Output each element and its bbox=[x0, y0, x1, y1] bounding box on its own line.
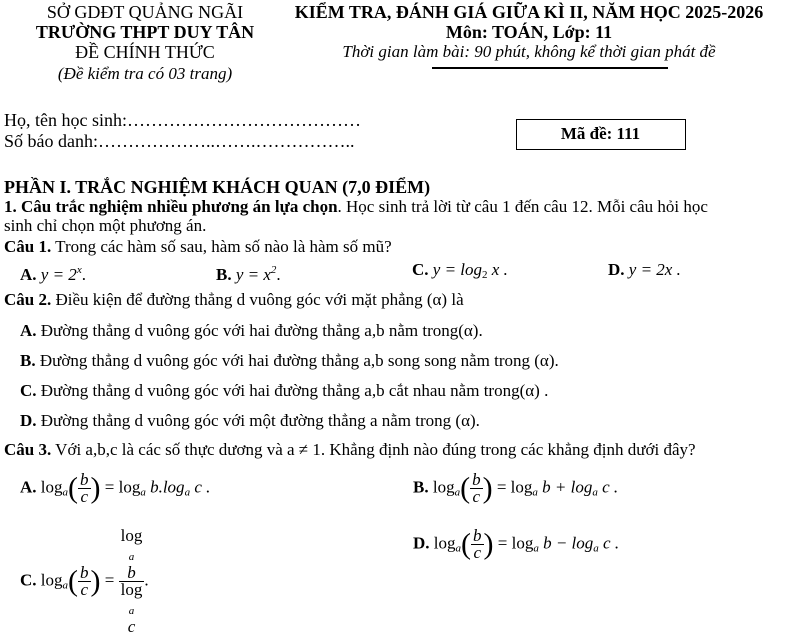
exam-code-box bbox=[516, 119, 686, 150]
q1-option-a[interactable]: A. $y = 2^x$. bbox=[20, 264, 86, 284]
exam-title: KIỂM TRA, ĐÁNH GIÁ GIỮA KÌ II, NĂM HỌC 2025-2026 bbox=[294, 2, 764, 22]
q3-option-a[interactable]: A. $\log_a$( $\frac{b}{c}$ ) = $\log_a b.\log_a$ c . bbox=[20, 470, 211, 506]
page-count: (Đề kiểm tra có 03 trang) bbox=[57, 64, 233, 83]
q3-option-b[interactable]: B. $\log_a$( $\frac{b}{c}$ ) = $\log_a b + \log_a c$ . bbox=[413, 470, 619, 506]
section-text: . Học sinh trả lời từ câu 1 đến câu 12. Mỗi câu hỏi học bbox=[337, 197, 708, 216]
q2-text: Điều kiện để đường thẳng d vuông góc với mặt phẳng (α) là bbox=[51, 290, 464, 309]
exam-code: Mã đề: 111 bbox=[560, 124, 641, 143]
question-3 bbox=[4, 440, 696, 460]
q3-label: Câu 3. bbox=[4, 440, 52, 459]
q2-option-c[interactable]: C. Đường thẳng d vuông góc với hai đường thẳng a,b cắt nhau nằm trong(α) . bbox=[20, 381, 549, 400]
q2-option-d[interactable]: D. Đường thẳng d vuông góc với một đường thẳng a nằm trong (α). bbox=[20, 411, 480, 430]
question-1 bbox=[4, 237, 392, 257]
department: SỞ GDĐT QUẢNG NGÃI bbox=[46, 2, 244, 22]
section-instruction bbox=[4, 197, 708, 217]
q3-option-d[interactable]: D. $\log_a$( $\frac{b}{c}$ ) = $\log_a b - \log_a c$ . bbox=[413, 526, 620, 562]
student-id-field[interactable]: Số báo danh:………………..…….…………….. bbox=[4, 131, 355, 151]
section-title: 1. Câu trắc nghiệm nhiều phương án lựa chọn bbox=[4, 197, 338, 216]
q1-option-b[interactable]: B. $y = x^2$. bbox=[216, 264, 281, 284]
q1-option-c[interactable]: C. $y = \log_2 x$ . bbox=[412, 260, 508, 281]
q2-option-a[interactable]: A. Đường thẳng d vuông góc với hai đường thẳng a,b nằm trong(α). bbox=[20, 321, 483, 340]
section-instruction-cont: sinh chỉ chọn một phương án. bbox=[4, 216, 207, 235]
subject-line: Môn: TOÁN, Lớp: 11 bbox=[445, 22, 613, 42]
header-underline bbox=[432, 67, 668, 69]
school-name: TRƯỜNG THPT DUY TÂN bbox=[35, 22, 255, 42]
duration-line: Thời gian làm bài: 90 phút, không kể thời gian phát đề bbox=[342, 42, 716, 61]
q1-text: Trong các hàm số sau, hàm số nào là hàm số mũ? bbox=[51, 237, 392, 256]
q3-text: Với a,b,c là các số thực dương và a ≠ 1. Khẳng định nào đúng trong các khẳng định dưới đây? bbox=[51, 440, 696, 459]
q1-label: Câu 1. bbox=[4, 237, 52, 256]
q2-option-b[interactable]: B. Đường thẳng d vuông góc với hai đường thẳng a,b song song nằm trong (α). bbox=[20, 351, 559, 370]
q3-option-c[interactable]: C. $\log_a$( $\frac{b}{c}$ ) = log $_a$ b log $_a$ c . bbox=[20, 526, 149, 636]
student-name-field[interactable]: Họ, tên học sinh:………………………………… bbox=[4, 110, 361, 130]
part1-title: PHẦN I. TRẮC NGHIỆM KHÁCH QUAN (7,0 ĐIỂM) bbox=[4, 177, 431, 197]
q2-label: Câu 2. bbox=[4, 290, 52, 309]
question-2 bbox=[4, 290, 464, 310]
official-label: ĐỀ CHÍNH THỨC bbox=[75, 42, 215, 62]
q1-option-d[interactable]: D. y = 2x . bbox=[608, 260, 681, 279]
